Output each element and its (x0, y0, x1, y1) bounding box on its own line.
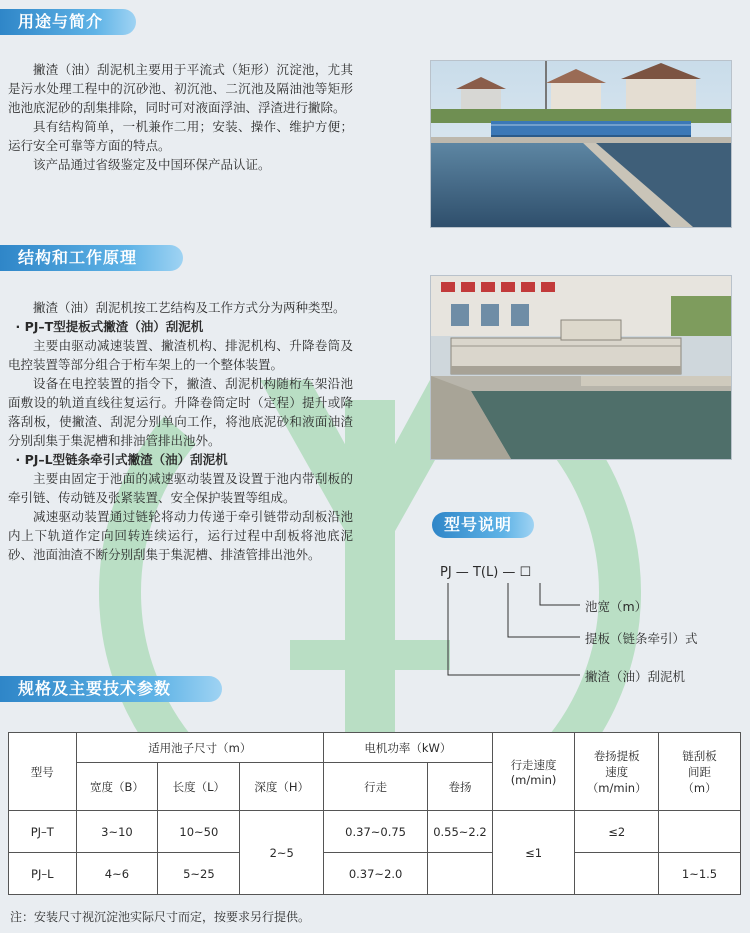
section-title-specs: 规格及主要技术参数 (0, 676, 222, 702)
header-chain-spacing-label-1: 链刮板 (682, 748, 717, 763)
header-chain-spacing-label-2: 间距 (688, 764, 711, 779)
header-model: 型号 (9, 733, 77, 811)
header-width: 宽度（B） (76, 763, 158, 811)
cell-lift-speed (575, 853, 659, 895)
pj-t-paragraph-2: 设备在电控装置的指令下，撇渣、刮泥机构随桁车架沿池面敷设的轨道直线往复运行。升降卷筒定时（定程）提升或降落刮板，使撇渣、刮泥分别单向工作，将池底泥砂和液面油渣分别刮集于集泥槽和排油管排出池外。 (8, 376, 353, 448)
cell-chain-spacing: 1~1.5 (659, 853, 741, 895)
cell-model: PJ–L (9, 853, 77, 895)
photo-sedimentation-tank-1 (430, 60, 732, 228)
header-travel-speed-label: 行走速度 (510, 757, 557, 772)
intro-paragraph-2: 具有结构简单，一机兼作二用；安装、操作、维护方便；运行安全可靠等方面的特点。 (8, 119, 353, 153)
intro-paragraph-3: 该产品通过省级鉴定及中国环保产品认证。 (33, 157, 271, 172)
pj-t-title: · PJ–T型提板式撇渣（油）刮泥机 (15, 319, 204, 334)
pj-l-title: · PJ–L型链条牵引式撇渣（油）刮泥机 (15, 452, 228, 467)
cell-depth: 2~5 (240, 811, 324, 895)
intro-text (8, 60, 353, 174)
header-depth: 深度（H） (240, 763, 324, 811)
header-pool-size: 适用池子尺寸（m） (76, 733, 323, 763)
photo-sedimentation-tank-2 (430, 275, 732, 460)
section-title-structure: 结构和工作原理 (0, 245, 183, 271)
header-travel: 行走 (324, 763, 428, 811)
cell-chain-spacing (659, 811, 741, 853)
pj-l-paragraph-2: 减速驱动装置通过链轮将动力传递于牵引链带动刮板沿池内上下轨道作定向回转连续运行，运行过程中刮板将池底泥砂、池面油渣不断分别刮集于集泥槽、排渣管排出池外。 (8, 509, 353, 562)
cell-width: 3~10 (76, 811, 158, 853)
cell-hoist-power: 0.55~2.2 (428, 811, 493, 853)
principle-text (8, 298, 353, 564)
cell-width: 4~6 (76, 853, 158, 895)
spec-table (8, 732, 741, 895)
footnote: 注：安装尺寸视沉淀池实际尺寸而定，按要求另行提供。 (10, 910, 311, 924)
header-chain-spacing (659, 733, 741, 811)
header-travel-speed (492, 733, 575, 811)
table-row (9, 811, 741, 853)
section-title-usage: 用途与简介 (0, 9, 136, 35)
header-travel-speed-unit: (m/min) (510, 772, 557, 787)
model-code-text: PJ — T(L) — ☐ (440, 565, 532, 580)
header-length: 长度（L） (158, 763, 240, 811)
header-lift-speed-label-1: 卷扬提板 (593, 748, 640, 763)
pj-t-paragraph-1: 主要由驱动减速装置、撇渣机构、排泥机构、升降卷筒及电控装置等部分组合于桁车架上的一个整体装置。 (8, 338, 353, 372)
cell-model: PJ–T (9, 811, 77, 853)
cell-length: 10~50 (158, 811, 240, 853)
header-hoist: 卷扬 (428, 763, 493, 811)
cell-travel-speed: ≤1 (492, 811, 575, 895)
header-lift-speed-unit: （m/min） (586, 780, 647, 795)
header-lift-speed (575, 733, 659, 811)
model-code-diagram (440, 565, 740, 685)
cell-lift-speed: ≤2 (575, 811, 659, 853)
principle-paragraph-1: 撇渣（油）刮泥机按工艺结构及工作方式分为两种类型。 (33, 300, 346, 315)
model-type-label: 提板（链条牵引）式 (585, 631, 698, 646)
header-motor-power: 电机功率（kW） (324, 733, 493, 763)
pj-l-paragraph-1: 主要由固定于池面的减速驱动装置及设置于池内带刮板的牵引链、传动链及张紧装置、安全保护装置等组成。 (8, 471, 353, 505)
header-lift-speed-label-2: 速度 (605, 764, 629, 779)
cell-length: 5~25 (158, 853, 240, 895)
table-row (9, 853, 741, 895)
model-width-label: 池宽（m） (585, 599, 648, 614)
cell-hoist-power (428, 853, 493, 895)
cell-travel-power: 0.37~0.75 (324, 811, 428, 853)
intro-paragraph-1: 撇渣（油）刮泥机主要用于平流式（矩形）沉淀池，尤其是污水处理工程中的沉砂池、初沉池、二沉池及隔油池等矩形池池底泥砂的刮集排除，同时可对液面浮油、浮渣进行撇除。 (8, 62, 353, 115)
header-chain-spacing-unit: （m） (682, 780, 717, 795)
cell-travel-power: 0.37~2.0 (324, 853, 428, 895)
model-name-label: 撇渣（油）刮泥机 (585, 669, 686, 684)
section-title-model: 型号说明 (432, 512, 534, 538)
